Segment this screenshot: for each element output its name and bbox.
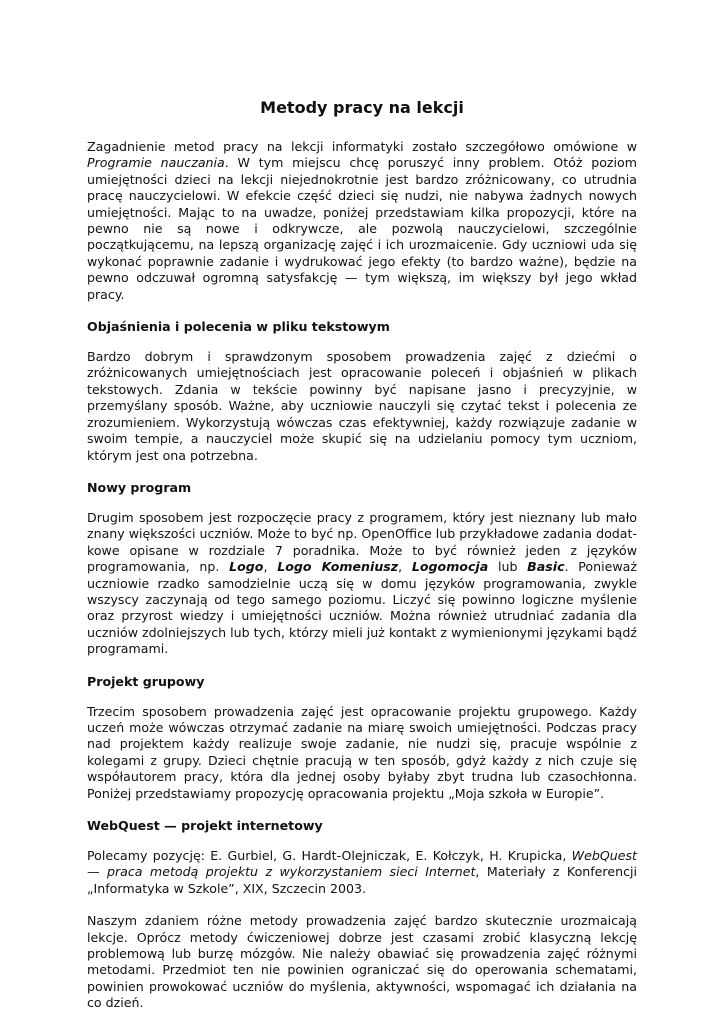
language-name: Basic <box>527 559 565 575</box>
program-reference: Programie nauczania <box>87 155 225 171</box>
section-heading-text-files: Objaśnienia i polecenia w pliku tekstowym <box>87 319 390 335</box>
text-run: , <box>263 559 278 575</box>
language-name: Logo <box>229 559 264 575</box>
page-title: Metody pracy na lekcji <box>260 98 464 117</box>
section-text-files-paragraph: Bardzo dobrym i sprawdzonym sposobem prowadzenia zajęć z dziećmi o zróżnicowanych umiejętnościach jest opracowanie poleceń i objaśnień w plikach tekstowych. Zdania w tekście powinny być napisane jasno i precyzyjnie, w przemyślany sposób. Ważne, aby uczniowie nauczyli się czytać tekst i polecenia ze zrozumieniem. Wykorzystują wówczas czas efektywniej, każdy rozwiązuje zadanie w swoim tempie, a nauczyciel może skupić się na udzielaniu pomocy tym uczniom, którym jest ona potrzebna. <box>87 349 637 463</box>
section-new-program-paragraph <box>87 510 637 658</box>
section-heading-new-program: Nowy program <box>87 479 192 495</box>
text-run: , Materiały z Konferencji „Informatyka w Szkole”, XIX, Szczecin 2003. <box>87 864 637 896</box>
text-run: Drugim sposobem jest rozpoczęcie pracy z programem, który jest nieznany lub mało znany większości uczniów. Może to być np. OpenOffice lub przykładowe zadania dodatkowe opisane w rozdziale 7 poradnika. Może to być również jeden z języków programowania, np. <box>87 509 637 575</box>
text-run: , <box>398 559 412 575</box>
text-run: . W tym miejscu chcę poruszyć inny problem. Otóż poziom umiejętności dzieci na lekcji niejednokrotnie jest bardzo zróżnicowany, co utrudnia pracę nauczycielowi. W efekcie część dzieci się nudzi, nie nabywa żadnych nowych umiejętności. Mając to na uwadze, poniżej przedstawiam kilka propozycji, które na pewno nie są nowe i odkrywcze, ale pozwolą nauczycielowi, szczególnie początkującemu, na lepszą organizację zajęć i ich urozmaicenie. Gdy uczniowi uda się wykonać poprawnie zadanie i wydrukować jego efekty (to bardzo ważne), będzie na pewno odczuwał ogromną satysfakcję — tym większą, im większy był jego wkład pracy. <box>87 155 638 302</box>
text-run: Zagadnienie metod pracy na lekcji informatyki zostało szczegółowo omówione w <box>87 139 637 154</box>
text-run: Polecamy pozycję: E. Gurbiel, G. Hardt-Olejniczak, E. Kołczyk, H. Krupicka, <box>87 848 572 863</box>
intro-paragraph <box>87 139 637 303</box>
section-heading-webquest: WebQuest — projekt internetowy <box>87 818 323 833</box>
language-name: Logo Komeniusz <box>277 559 399 575</box>
language-name: Logomocja <box>411 559 489 575</box>
closing-paragraph: Naszym zdaniem różne metody prowadzenia zajęć bardzo skutecznie urozmaicają lekcje. Oprócz metody ćwiczeniowej dobrze jest czasami zrobić klasyczną lekcję problemową lub burzę mózgów. Nie należy obawiać się prowadzenia zajęć różnymi metodami. Przedmiot ten nie powinien ograniczać się do operowania schematami, powinien prowokować uczniów do myślenia, aktywności, wspomagać ich działania na co dzień. <box>87 913 637 1011</box>
text-run: lub <box>488 559 528 575</box>
section-group-project-paragraph: Trzecim sposobem prowadzenia zajęć jest opracowanie projektu grupowego. Każdy uczeń może wówczas otrzymać zadanie na miarę swoich umiejętności. Podczas pracy nad projektem każdy realizuje swoje zadanie, nie nudzi się, pracuje wspólnie z kolegami z grupy. Dzieci chętnie pracują w ten sposób, gdyż każdy z nich czuje się współautorem pracy, która dla jednej osoby byłaby zbyt trudna lub czasochłonna. Poniżej przedstawiamy propozycję opracowania projektu „Moja szkoła w Europie”. <box>87 703 637 801</box>
section-heading-group-project: Projekt grupowy <box>87 673 205 689</box>
section-webquest-paragraph <box>87 848 637 897</box>
book-title: WebQuest — praca metodą projektu z wykorzystaniem sieci Internet <box>87 848 637 880</box>
text-run: . Ponieważ uczniowie rzadko samodzielnie uczą się w domu języków programowania, zwykle wszyscy zaczynają od tego samego poziomu. Liczyć się powinno logiczne myślenie oraz przyrost wiedzy i umiejętności uczniów. Można również utrudniać zadania dla uczniów zdolniejszych lub tych, którzy mieli już kontakt z wymienionymi językami bądź programami. <box>87 559 637 657</box>
